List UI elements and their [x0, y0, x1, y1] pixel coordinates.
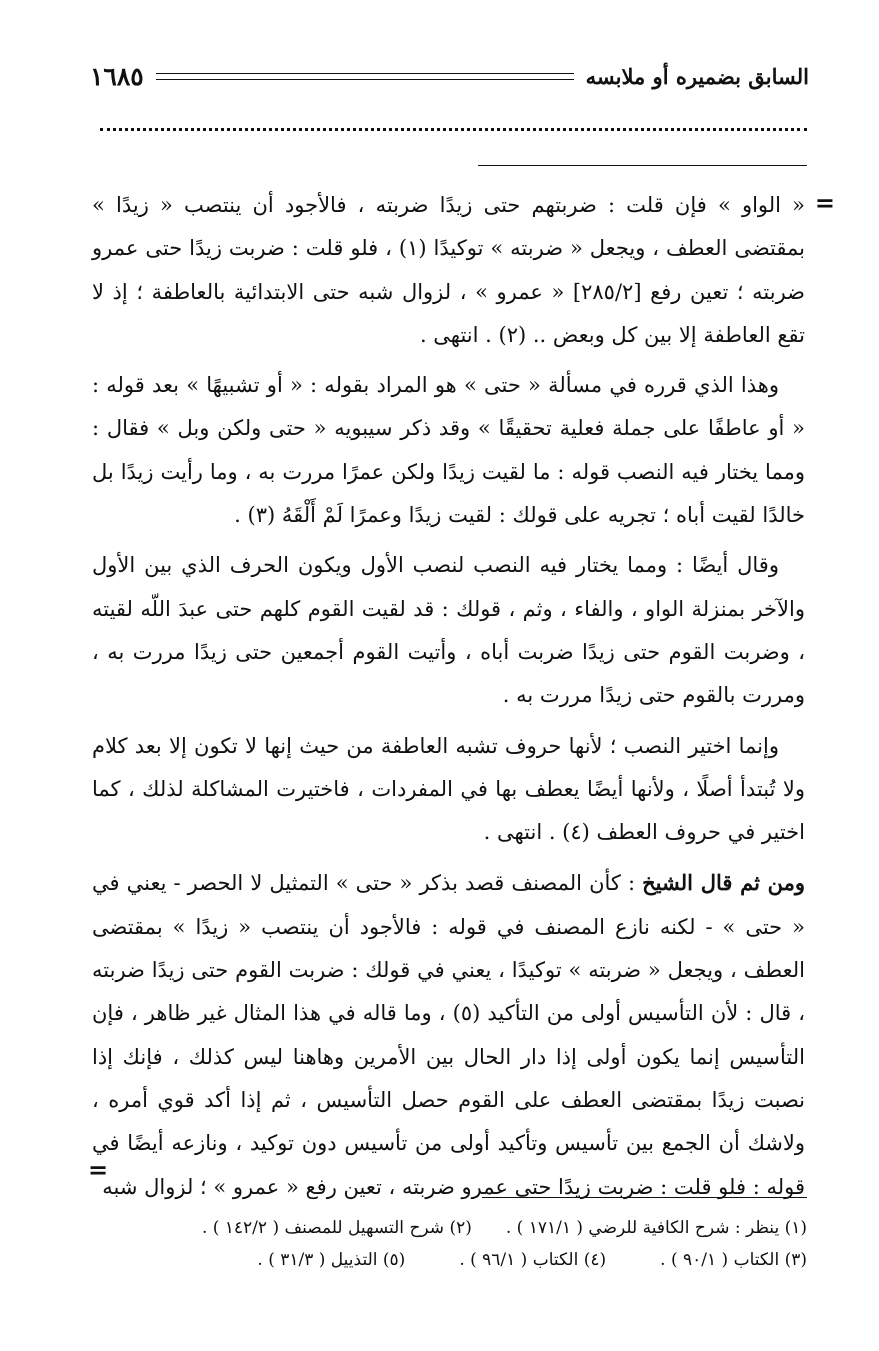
continuation-mark-start: = — [814, 188, 835, 217]
main-text — [92, 184, 805, 1216]
paragraph-text: وهذا الذي قرره في مسألة « حتى » هو المراد بقوله : « أو تشبيهًا » بعد قوله : « أو عاطفًا على جملة فعلية تحقيقًا » وقد ذكر سيبويه « حتى ولكن وبل » فقال : ومما يختار فيه النصب قوله : ما لقيت زيدًا ولكن عمرًا مررت به ، وما رأيت زيدًا بل خالدًا لقيت أباه ؛ تجريه على قولك : لقيت زيدًا وعمرًا لَمْ أَلْقَهُ (٣) . — [92, 373, 805, 528]
paragraph-2 — [92, 364, 805, 537]
footnote-1: (١) ينظر : شرح الكافية للرضي ( ١٧١/١ ) . — [505, 1218, 807, 1238]
top-short-rule — [478, 165, 807, 166]
running-title: السابق بضميره أو ملابسه — [585, 63, 809, 89]
page-header — [90, 58, 809, 94]
header-rule — [156, 73, 574, 80]
paragraph-4 — [92, 725, 805, 855]
footnote-5: (٥) التذييل ( ٣١/٣ ) . — [257, 1250, 406, 1270]
paragraph-3 — [92, 544, 805, 717]
footnote-rule — [482, 1197, 807, 1198]
paragraph-lead: ومن ثم قال الشيخ — [642, 870, 805, 896]
page-number: ١٦٨٥ — [90, 61, 144, 91]
footnotes — [100, 1212, 807, 1276]
paragraph-5 — [92, 861, 805, 1208]
footnote-2: (٢) شرح التسهيل للمصنف ( ١٤٢/٢ ) . — [201, 1218, 472, 1238]
paragraph-text: وقال أيضًا : ومما يختار فيه النصب لنصب الأول ويكون الحرف الذي بين الأول والآخر بمنزلة الواو ، والفاء ، وثم ، قولك : قد لقيت القوم كلهم حتى عبدَ اللّه لقيته ، وضربت القوم حتى زيدًا ضربت أباه ، وأتيت القوم أجمعين حتى زيدًا مررت به ، ومررت بالقوم حتى زيدًا مررت به . — [92, 553, 805, 708]
paragraph-text: وإنما اختير النصب ؛ لأنها حروف تشبه العاطفة من حيث إنها لا تكون إلا بعد كلام ولا تُبتدأ أصلًا ، ولأنها أيضًا يعطف بها في المفردات ، فاختيرت المشاكلة لذلك ، كما اختير في حروف العطف (٤) . انتهى . — [92, 733, 805, 845]
paragraph-1 — [92, 184, 805, 357]
continuation-mark-end: = — [88, 1155, 109, 1184]
paragraph-text: : كأن المصنف قصد بذكر « حتى » التمثيل لا الحصر - يعني في « حتى » - لكنه نازع المصنف في قوله : فالأجود أن ينتصب « زيدًا » بمقتضى العطف ، ويجعل « ضربته » توكيدًا ، يعني في قولك : ضربت القوم حتى زيدًا ضربته ، قال : لأن التأسيس أولى من التأكيد (٥) ، وما قاله في هذا المثال غير ظاهر ، فإن التأسيس إنما يكون أولى إذا دار الحال بين الأمرين وهاهنا ليس كذلك ، فإنك إذا نصبت زيدًا بمقتضى العطف على القوم حصل التأسيس ، ثم إذا أكد قوي أمره ، ولاشك أن الجمع بين تأسيس وتأكيد أولى من تأسيس دون توكيد ، ونازعه أيضًا في قوله : فلو قلت : ضربت زيدًا حتى عمرو ضربته ، تعين رفع « عمرو » ؛ لزوال شبه — [92, 871, 806, 1199]
footnote-row — [100, 1244, 807, 1276]
footnote-3: (٣) الكتاب ( ٩٠/١ ) . — [660, 1250, 807, 1270]
paragraph-text: « الواو » فإن قلت : ضربتهم حتى زيدًا ضربته ، فالأجود أن ينتصب « زيدًا » بمقتضى العطف ، ويجعل « ضربته » توكيدًا (١) ، فلو قلت : ضربت زيدًا حتى عمرو ضربته ؛ تعين رفع [٢٨٥/٢] « عمرو » ، لزوال شبه حتى الابتدائية بالعاطفة ؛ إذ لا تقع العاطفة إلا بين كل وبعض .. (٢) . انتهى . — [92, 193, 805, 347]
footnote-4: (٤) الكتاب ( ٩٦/١ ) . — [459, 1250, 607, 1270]
footnote-row — [100, 1212, 807, 1244]
dotted-separator — [100, 128, 807, 131]
